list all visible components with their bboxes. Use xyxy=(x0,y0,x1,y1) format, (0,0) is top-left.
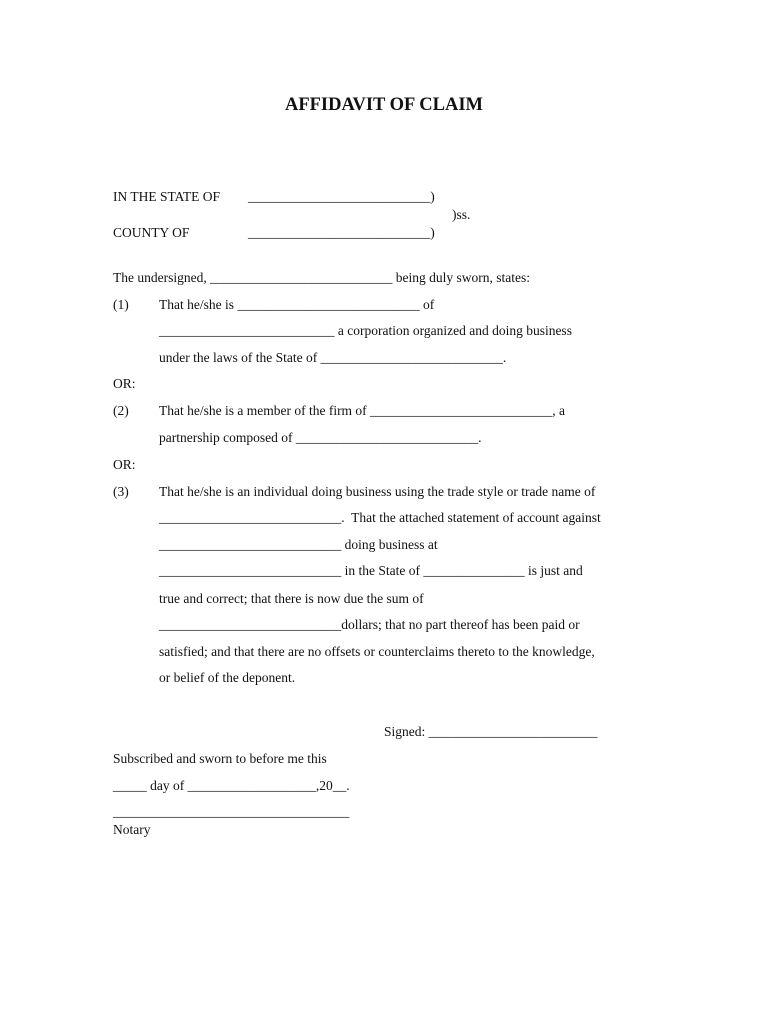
notary-signature-line: ___________________________________ xyxy=(113,804,350,819)
clause-3-number: (3) xyxy=(113,484,129,499)
clause-1-line: __________________________ a corporation organized and doing business xyxy=(159,323,572,338)
date-line: _____ day of ___________________,20__. xyxy=(113,778,350,793)
intro-statement: The undersigned, ___________________________ being duly sworn, states: xyxy=(113,270,530,285)
or-separator: OR: xyxy=(113,376,136,391)
clause-1-line: under the laws of the State of ___________________________. xyxy=(159,350,507,365)
clause-3-line: ___________________________ in the State of _______________ is just and xyxy=(159,563,583,578)
county-blank: ___________________________) xyxy=(248,225,435,240)
subscribed-statement: Subscribed and sworn to before me this xyxy=(113,751,327,766)
clause-2-line: That he/she is a member of the firm of ___________________________, a xyxy=(159,403,566,418)
clause-3-line: satisfied; and that there are no offsets or counterclaims thereto to the knowledge, xyxy=(159,644,595,659)
ss-mark: )ss. xyxy=(452,207,471,222)
county-label: COUNTY OF xyxy=(113,225,190,240)
state-label: IN THE STATE OF xyxy=(113,189,221,204)
clause-3-line: or belief of the deponent. xyxy=(159,670,296,685)
state-blank: ___________________________) xyxy=(248,189,435,204)
document-title: AFFIDAVIT OF CLAIM xyxy=(284,95,484,115)
clause-3-line: ___________________________. That the attached statement of account against xyxy=(159,510,601,525)
clause-3-line: ___________________________ doing business at xyxy=(159,537,438,552)
clause-3-line: That he/she is an individual doing business using the trade style or trade name of xyxy=(159,484,596,499)
clause-1-line: That he/she is ___________________________ of xyxy=(159,297,435,312)
clause-3-line: true and correct; that there is now due the sum of xyxy=(159,591,424,606)
or-separator: OR: xyxy=(113,457,136,472)
signed-line: Signed: _________________________ xyxy=(384,724,598,739)
clause-2-line: partnership composed of ___________________________. xyxy=(159,430,482,445)
clause-3-line: ___________________________dollars; that no part thereof has been paid or xyxy=(159,617,580,632)
notary-label: Notary xyxy=(113,822,151,837)
clause-2-number: (2) xyxy=(113,403,129,418)
clause-1-number: (1) xyxy=(113,297,129,312)
